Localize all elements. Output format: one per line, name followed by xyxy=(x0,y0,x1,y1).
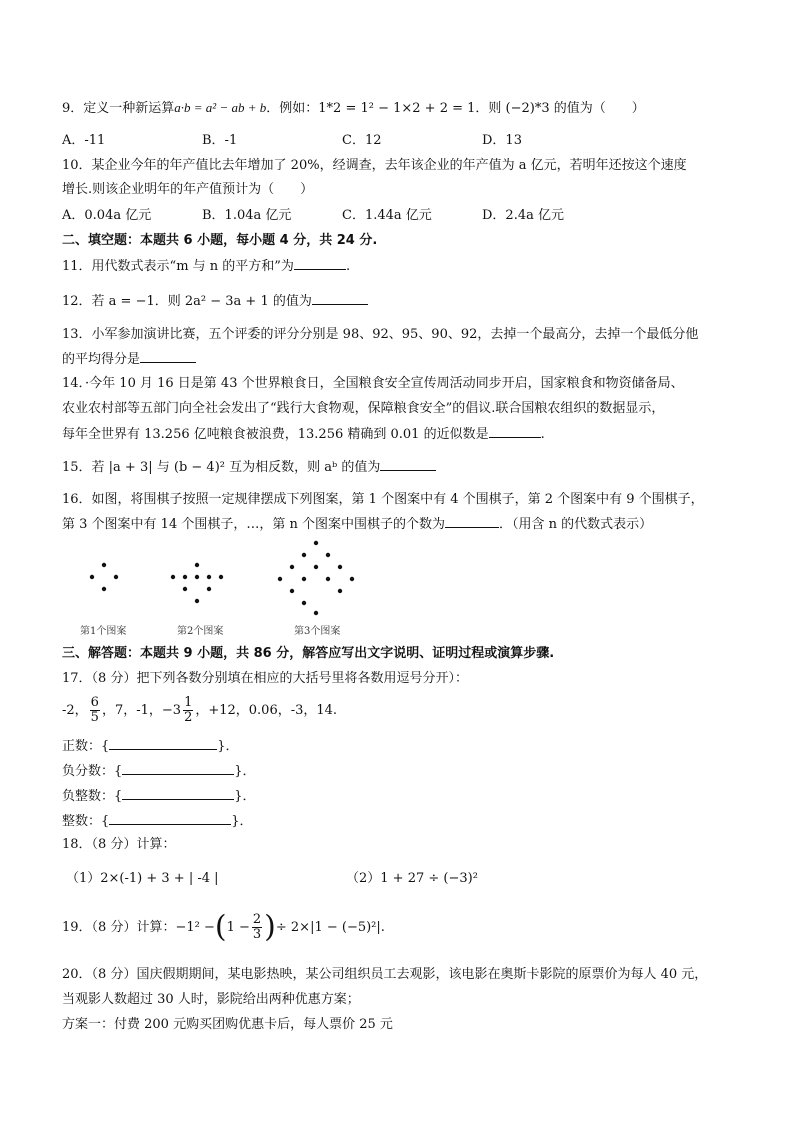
stone xyxy=(102,587,106,591)
q10-option-a: A．0.04a 亿元 xyxy=(62,208,152,223)
section2-heading: 二、填空题：本题共 6 小题，每小题 4 分，共 24 分. xyxy=(62,233,378,248)
category-close: }． xyxy=(217,739,239,754)
q9-definition: a·b = a² − ab + b xyxy=(174,100,267,115)
stone xyxy=(302,553,306,557)
fraction-denominator: 3 xyxy=(252,927,262,942)
q11-answer-blank[interactable] xyxy=(294,257,346,270)
pattern-1 xyxy=(90,563,118,591)
mixed-number-whole: −3 xyxy=(161,703,182,718)
q12 xyxy=(62,292,368,311)
q17-category-integer xyxy=(62,812,253,831)
stone xyxy=(314,565,318,569)
q9-option-b: B．-1 xyxy=(202,133,238,148)
stone xyxy=(326,577,330,581)
q15-answer-blank[interactable] xyxy=(380,458,436,471)
q10-line1: 10．某企业今年的年产值比去年增加了 20%，经调查，去年该企业的年产值为 a 亿元，若明年还按这个速度 xyxy=(62,158,687,173)
q11-text: 11．用代数式表示“m 与 n 的平方和”为 xyxy=(62,259,294,274)
q9-option-d: D．13 xyxy=(482,133,522,148)
stone xyxy=(114,575,118,579)
q19-suffix: ÷ 2×|1 − (−5)²|. xyxy=(275,920,385,935)
q9-option-a: A．-11 xyxy=(62,133,106,148)
q19 xyxy=(62,906,385,950)
stone xyxy=(302,577,306,581)
q11-end: . xyxy=(345,259,351,274)
q16-answer-blank[interactable] xyxy=(445,515,499,528)
q10-option-d: D．2.4a 亿元 xyxy=(482,208,564,223)
fraction-numerator: 6 xyxy=(90,695,99,710)
q13-line1: 13．小军参加演讲比赛，五个评委的评分分别是 98、92、95、90、92，去掉一个最高分，去掉一个最低分他 xyxy=(62,327,699,342)
q14-line1: 14．·今年 10 月 16 日是第 43 个世界粮食日，全国粮食安全宣传周活动同步开启，国家粮食和物资储备局、 xyxy=(62,376,684,391)
stone xyxy=(183,575,187,579)
q17-numbers xyxy=(62,693,337,729)
category-label: 正数：{ xyxy=(62,739,110,754)
fraction-2-3 xyxy=(252,913,262,942)
q15-text: 15．若 |a + 3| 与 (b − 4)² 互为相反数，则 aᵇ 的值为 xyxy=(62,460,381,475)
mixed-number-fraction xyxy=(183,696,193,725)
q10-option-b: B．1.04a 亿元 xyxy=(202,208,292,223)
stone xyxy=(290,589,294,593)
q18-part2: （2）1 + 27 ÷ (−3)² xyxy=(346,871,478,886)
stone xyxy=(314,611,318,615)
stone xyxy=(302,601,306,605)
q13-answer-blank[interactable] xyxy=(140,350,196,363)
pattern-1-caption: 第1个图案 xyxy=(80,626,127,637)
fraction-denominator: 2 xyxy=(184,710,193,725)
category-label: 整数：{ xyxy=(62,814,110,829)
q14-text: 每年全世界有 13.256 亿吨粮食被浪费，13.256 精确到 0.01 的近似数是 xyxy=(62,427,489,442)
stone xyxy=(207,575,211,579)
q19-inner: 1 − xyxy=(226,920,250,935)
right-paren: ) xyxy=(264,909,276,945)
fraction-6-5 xyxy=(90,696,100,725)
stone xyxy=(195,599,199,603)
category-label: 负分数：{ xyxy=(62,764,123,779)
answer-blank[interactable] xyxy=(122,787,234,800)
q17-category-negative-fraction xyxy=(62,762,256,781)
stone xyxy=(219,575,223,579)
q14-answer-blank[interactable] xyxy=(489,425,541,438)
q9-example: 1*2 = 1² − 1×2 + 2 = 1 xyxy=(318,101,476,116)
q20-line1: 20．（8 分）国庆假期期间，某电影热映，某公司组织员工去观影，该电影在奥斯卡影院的原票价为每人 40 元， xyxy=(62,967,708,982)
stone xyxy=(338,589,342,593)
category-label: 负整数：{ xyxy=(62,789,123,804)
stone xyxy=(195,575,199,579)
fraction-numerator: 2 xyxy=(252,912,262,927)
q9-option-c: C．12 xyxy=(342,133,382,148)
stone xyxy=(183,587,187,591)
q12-text: 12．若 a = −1．则 2a² − 3a + 1 的值为 xyxy=(62,294,312,309)
q9-stem xyxy=(62,99,645,118)
q17-nums-a: -2， xyxy=(62,703,88,718)
q16-text-end: ．（用含 n 的代数式表示） xyxy=(498,517,653,532)
q20-line2: 当观影人数超过 30 人时，影院给出两种优惠方案； xyxy=(62,992,360,1007)
q12-answer-blank[interactable] xyxy=(312,292,368,305)
stone xyxy=(350,577,354,581)
left-paren: ( xyxy=(214,909,227,945)
category-close: }． xyxy=(234,789,256,804)
category-close: }． xyxy=(231,814,253,829)
q17-category-positive xyxy=(62,737,239,756)
section3-heading: 三、解答题：本题共 9 小题，共 86 分，解答应写出文字说明、证明过程或演算步骤. xyxy=(62,646,555,661)
stone xyxy=(102,563,106,567)
answer-blank[interactable] xyxy=(109,812,231,825)
stone xyxy=(338,565,342,569)
q11 xyxy=(62,257,350,276)
stone xyxy=(171,575,175,579)
stone xyxy=(207,587,211,591)
stone xyxy=(278,577,282,581)
stone xyxy=(195,563,199,567)
q9-mid: ．例如： xyxy=(266,101,319,116)
answer-blank[interactable] xyxy=(109,737,217,750)
q14-end: . xyxy=(540,427,545,442)
answer-blank[interactable] xyxy=(122,762,234,775)
q13-line2 xyxy=(62,350,196,369)
q9-question: ．则 (−2)*3 的值为（ ） xyxy=(475,101,645,116)
q19-prefix: 19．（8 分）计算：−1² − xyxy=(62,920,215,935)
stone xyxy=(314,541,318,545)
q17-nums-c: ，+12，0.06，-3，14. xyxy=(195,703,338,718)
q18-part1: （1）2×(-1) + 3 + | -4 | xyxy=(66,871,219,886)
q15 xyxy=(62,458,436,477)
pattern-3-caption: 第3个图案 xyxy=(294,626,341,637)
category-close: }． xyxy=(234,764,256,779)
q9-prefix: 9．定义一种新运算 xyxy=(62,101,175,116)
stone xyxy=(290,565,294,569)
q10-option-c: C．1.44a 亿元 xyxy=(342,208,432,223)
pattern-3 xyxy=(278,541,354,615)
q17-title: 17．（8 分）把下列各数分别填在相应的大括号里将各数用逗号分开）： xyxy=(62,671,468,686)
q17-category-negative-integer xyxy=(62,787,256,806)
fraction-denominator: 5 xyxy=(90,710,99,725)
q16-line1: 16．如图，将围棋子按照一定规律摆成下列图案，第 1 个图案中有 4 个围棋子，第 2 个图案中有 9 个围棋子， xyxy=(62,492,704,507)
q14-line2: 农业农村部等五部门向全社会发出了“践行大食物观，保障粮食安全”的倡议.联合国粮农组织的数据显示， xyxy=(62,401,665,416)
q17-nums-b: ，7，-1， xyxy=(101,703,162,718)
q10-line2: 增长.则该企业明年的年产值预计为（ ） xyxy=(62,182,314,197)
pattern-2 xyxy=(171,563,223,603)
q14-line3 xyxy=(62,425,545,444)
stone xyxy=(326,553,330,557)
q13-text: 的平均得分是 xyxy=(62,352,141,367)
pattern-2-caption: 第2个图案 xyxy=(177,626,224,637)
q16-text: 第 3 个图案中有 14 个围棋子，…，第 n 个图案中围棋子的个数为 xyxy=(62,517,445,532)
q18-title: 18．（8 分）计算： xyxy=(62,837,176,852)
fraction-numerator: 1 xyxy=(184,695,193,710)
stone xyxy=(90,575,94,579)
q20-line3: 方案一：付费 200 元购买团购优惠卡后，每人票价 25 元 xyxy=(62,1017,393,1032)
